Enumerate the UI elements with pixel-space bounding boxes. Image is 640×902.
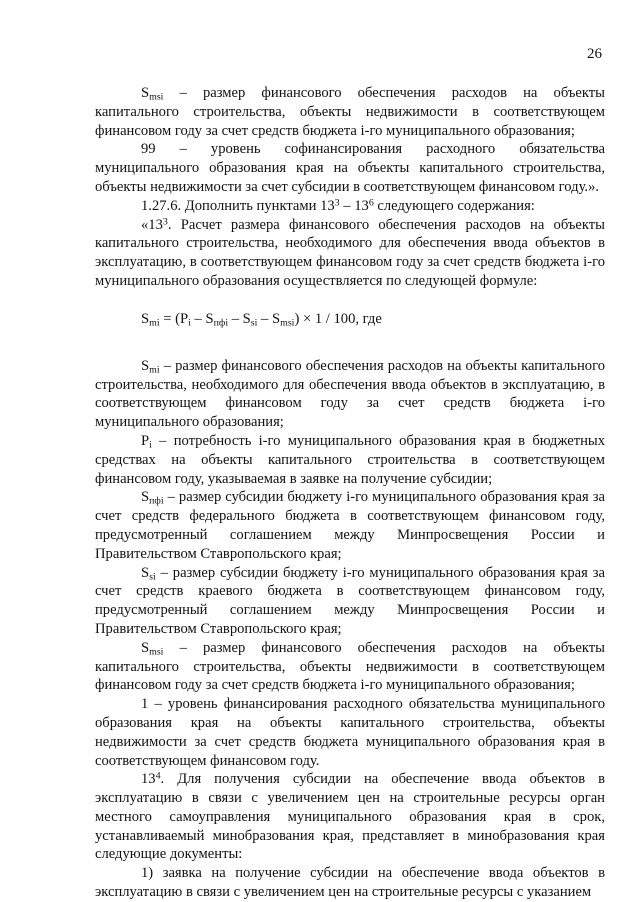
paragraph-13-3: [95, 216, 605, 291]
formula-subscript: i: [188, 317, 191, 329]
item-text: – 13: [339, 197, 369, 214]
formula-part: – S: [228, 310, 251, 327]
formula-subscript: пфi: [213, 317, 229, 329]
definition-text: – потребность i-го муниципального образования края в бюджетных средствах на объекты капитального строительства в соответствующем финансовом году, указываемая в заявке на получение субсидии;: [95, 432, 605, 487]
clause-text: . Расчет размера финансового обеспечения расходов на объекты капитального строительства, необходимого для обеспечения ввода объектов в эксплуатацию, в соответствующем финансовом году за счет средств бюджета i-го муниципального образования осуществляется по следующей формуле:: [95, 216, 605, 289]
definition-ssi: [95, 564, 605, 639]
symbol: S: [141, 564, 150, 581]
definition-pi: [95, 432, 605, 488]
document-list-item-1: 1) заявка на получение субсидии на обеспечение ввода объектов в эксплуатацию в связи с увеличением цен на строительные ресурсы с указанием: [95, 865, 605, 901]
clause-number: 13: [141, 771, 156, 788]
symbol: S: [141, 85, 150, 101]
symbol: S: [141, 357, 150, 374]
definition-text: – размер субсидии бюджету i-го муниципального образования края за счет средств краевого бюджета в соответствующем финансовом году, предусмотренный соглашением между Минпросвещения России и Правительством Ставропольского края;: [95, 564, 605, 637]
symbol-subscript: msi: [149, 646, 164, 658]
formula-subscript: msi: [280, 317, 295, 329]
symbol: S: [141, 639, 150, 656]
item-text: 1.27.6. Дополнить пунктами 13: [141, 197, 335, 214]
document-body: [95, 84, 605, 902]
symbol-subscript: i: [149, 439, 152, 451]
item-1-27-6: [95, 197, 605, 216]
definition-spfi: [95, 488, 605, 563]
formula: [95, 310, 605, 329]
symbol: S: [141, 489, 150, 506]
definition-text: – размер финансового обеспечения расходов на объекты капитального строительства, необходимого для обеспечения ввода объектов в эксплуатацию, в соответствующем финансовом году за счет средств бюджета i-го муниципального образования;: [95, 357, 605, 431]
superscript: 4: [155, 770, 161, 782]
definition-1: 1 – уровень финансирования расходного обязательства муниципального образования края на объекты капитального строительства, объекты недвижимости за счет средств бюджета муниципального образования края в соответствующем финансовом году.: [95, 696, 605, 769]
definition-text: – размер финансового обеспечения расходов на объекты капитального строительства, объекты недвижимости в соответствующем финансовом году за счет средств бюджета i-го муниципального образования;: [95, 639, 605, 694]
definition-smsi: [95, 639, 605, 695]
formula-block: [95, 310, 605, 329]
definition-99: 99 – уровень софинансирования расходного обязательства муниципального образования края на объекты капитального строительства, объекты недвижимости за счет субсидии в соответствующем финансовом году.».: [95, 141, 605, 195]
formula-part: ) × 1 / 100, где: [294, 310, 382, 327]
formula-part: S: [141, 310, 150, 327]
symbol-subscript: mi: [149, 364, 160, 376]
formula-subscript: mi: [149, 317, 160, 329]
superscript: 6: [368, 197, 374, 209]
item-text: следующего содержания:: [373, 197, 535, 214]
symbol-subscript: si: [149, 571, 156, 582]
formula-part: = (P: [159, 310, 189, 327]
superscript: 3: [334, 197, 340, 209]
clause-number: «13: [141, 216, 163, 233]
definition-text: – размер субсидии бюджету i-го муниципального образования края за счет средств федерального бюджета в соответствующем финансовом году, предусмотренный соглашением между Минпросвещения России и Правительством Ставропольского края;: [95, 489, 605, 562]
formula-part: – S: [257, 310, 281, 327]
paragraph-13-4: [95, 770, 605, 864]
superscript: 3: [162, 216, 168, 228]
symbol-subscript: msi: [149, 91, 164, 103]
page-number: 26: [587, 46, 602, 62]
symbol-subscript: пфi: [149, 495, 164, 507]
formula-subscript: si: [250, 317, 258, 329]
symbol: P: [141, 432, 150, 449]
definition-smi: [95, 357, 605, 432]
formula-part: – S: [190, 310, 214, 327]
clause-text: . Для получения субсидии на обеспечение ввода объектов в эксплуатацию в связи с увеличением цен на строительные ресурсы орган местного самоуправления муниципального образования края в срок, устанавливаемый минобразования края, представляет в минобразования края следующие документы:: [95, 771, 605, 863]
definition-smsi-top: [95, 84, 605, 140]
definition-text: – размер финансового обеспечения расходов на объекты капитального строительства, объекты недвижимости в соответствующем финансовом году за счет средств бюджета i-го муниципального образования;: [95, 85, 605, 139]
